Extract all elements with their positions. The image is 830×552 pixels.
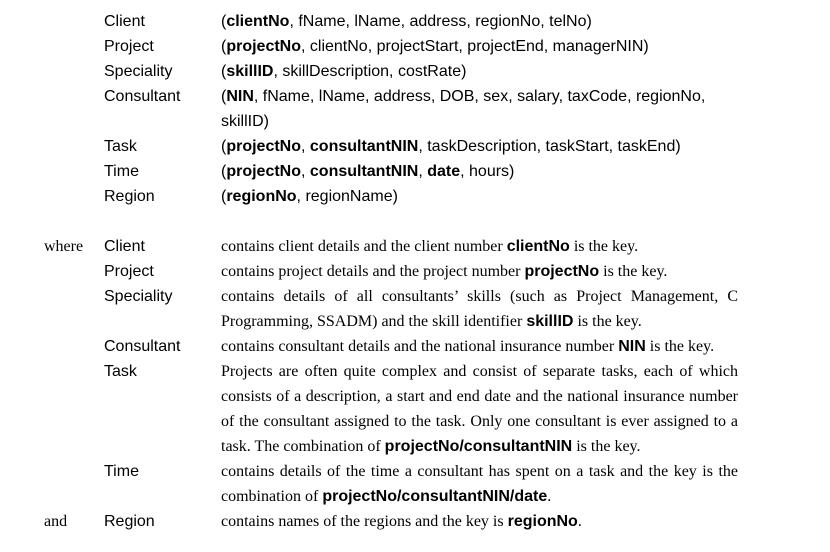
time-description [221, 459, 738, 509]
relation-name: Consultant [104, 338, 181, 355]
key-name: projectNo/consultantNIN/date [322, 488, 548, 505]
primary-key: regionNo [226, 188, 297, 205]
relation-attributes: (clientNo, fName, lName, address, regionNo, telNo) [221, 13, 592, 30]
desc-line: Projects are often quite complex and consist of separate tasks, each of which [221, 363, 738, 380]
desc-row-consultant [0, 334, 830, 359]
desc-line: of the consultant assigned to the task. Only one consultant is ever assigned to a [221, 413, 738, 430]
task-description [221, 359, 738, 459]
relation-name: Region [104, 513, 155, 530]
schema-row-consultant-cont [0, 109, 830, 134]
schema-row-task [0, 134, 830, 159]
schema-row-consultant [0, 84, 830, 109]
relation-description: contains client details and the client number clientNo is the key. [221, 238, 639, 255]
primary-key: consultantNIN [309, 163, 419, 180]
key-name: regionNo [507, 513, 578, 530]
desc-row-client [0, 234, 830, 259]
key-name: projectNo [524, 263, 600, 280]
primary-key: projectNo [226, 163, 301, 180]
where-label: where [44, 238, 84, 255]
relation-attributes: (projectNo, consultantNIN, date, hours) [221, 163, 515, 180]
relation-attributes: (NIN, fName, lName, address, DOB, sex, salary, taxCode, regionNo, [221, 88, 706, 105]
speciality-description [221, 284, 738, 334]
desc-line: task. The combination of projectNo/consultantNIN is the key. [221, 438, 641, 455]
primary-key: skillID [226, 63, 274, 80]
primary-key: projectNo [226, 138, 301, 155]
relation-description: contains names of the regions and the key is regionNo. [221, 513, 582, 530]
relation-name: Project [104, 38, 154, 55]
key-name: clientNo [506, 238, 570, 255]
key-name: NIN [618, 338, 646, 355]
desc-row-project [0, 259, 830, 284]
primary-key: clientNo [226, 13, 290, 30]
desc-line: contains details of the time a consultant has spent on a task and the key is the [221, 463, 738, 480]
relation-description: contains project details and the project number projectNo is the key. [221, 263, 668, 280]
primary-key: date [427, 163, 461, 180]
and-label: and [44, 513, 68, 530]
schema-row-client [0, 9, 830, 34]
schema-row-project [0, 34, 830, 59]
key-name: projectNo/consultantNIN [384, 438, 573, 455]
desc-row-region [0, 509, 830, 534]
relation-attributes-cont: skillID) [221, 113, 269, 130]
relation-name: Speciality [104, 288, 173, 305]
desc-line: Programming, SSADM) and the skill identifier skillID is the key. [221, 313, 642, 330]
relation-attributes: (skillID, skillDescription, costRate) [221, 63, 467, 80]
primary-key: NIN [226, 88, 254, 105]
relation-name: Time [104, 163, 139, 180]
relation-name: Client [104, 238, 145, 255]
relation-name: Consultant [104, 88, 181, 105]
relation-name: Speciality [104, 63, 173, 80]
relation-name: Project [104, 263, 154, 280]
primary-key: consultantNIN [309, 138, 419, 155]
relation-name: Client [104, 13, 145, 30]
desc-line: combination of projectNo/consultantNIN/date. [221, 488, 552, 505]
schema-row-region [0, 184, 830, 209]
desc-line: contains details of all consultants’ skills (such as Project Management, C [221, 288, 738, 305]
relation-attributes: (projectNo, consultantNIN, taskDescription, taskStart, taskEnd) [221, 138, 681, 155]
relation-attributes: (regionNo, regionName) [221, 188, 398, 205]
relation-name: Task [104, 363, 137, 380]
relation-attributes: (projectNo, clientNo, projectStart, projectEnd, managerNIN) [221, 38, 649, 55]
schema-row-speciality [0, 59, 830, 84]
relation-name: Time [104, 463, 139, 480]
relation-name: Region [104, 188, 155, 205]
relation-description: contains consultant details and the national insurance number NIN is the key. [221, 338, 715, 355]
relation-name: Task [104, 138, 137, 155]
key-name: skillID [526, 313, 574, 330]
primary-key: projectNo [226, 38, 301, 55]
desc-line: consists of a description, a start and end date and the national insurance number [221, 388, 738, 405]
schema-row-time [0, 159, 830, 184]
